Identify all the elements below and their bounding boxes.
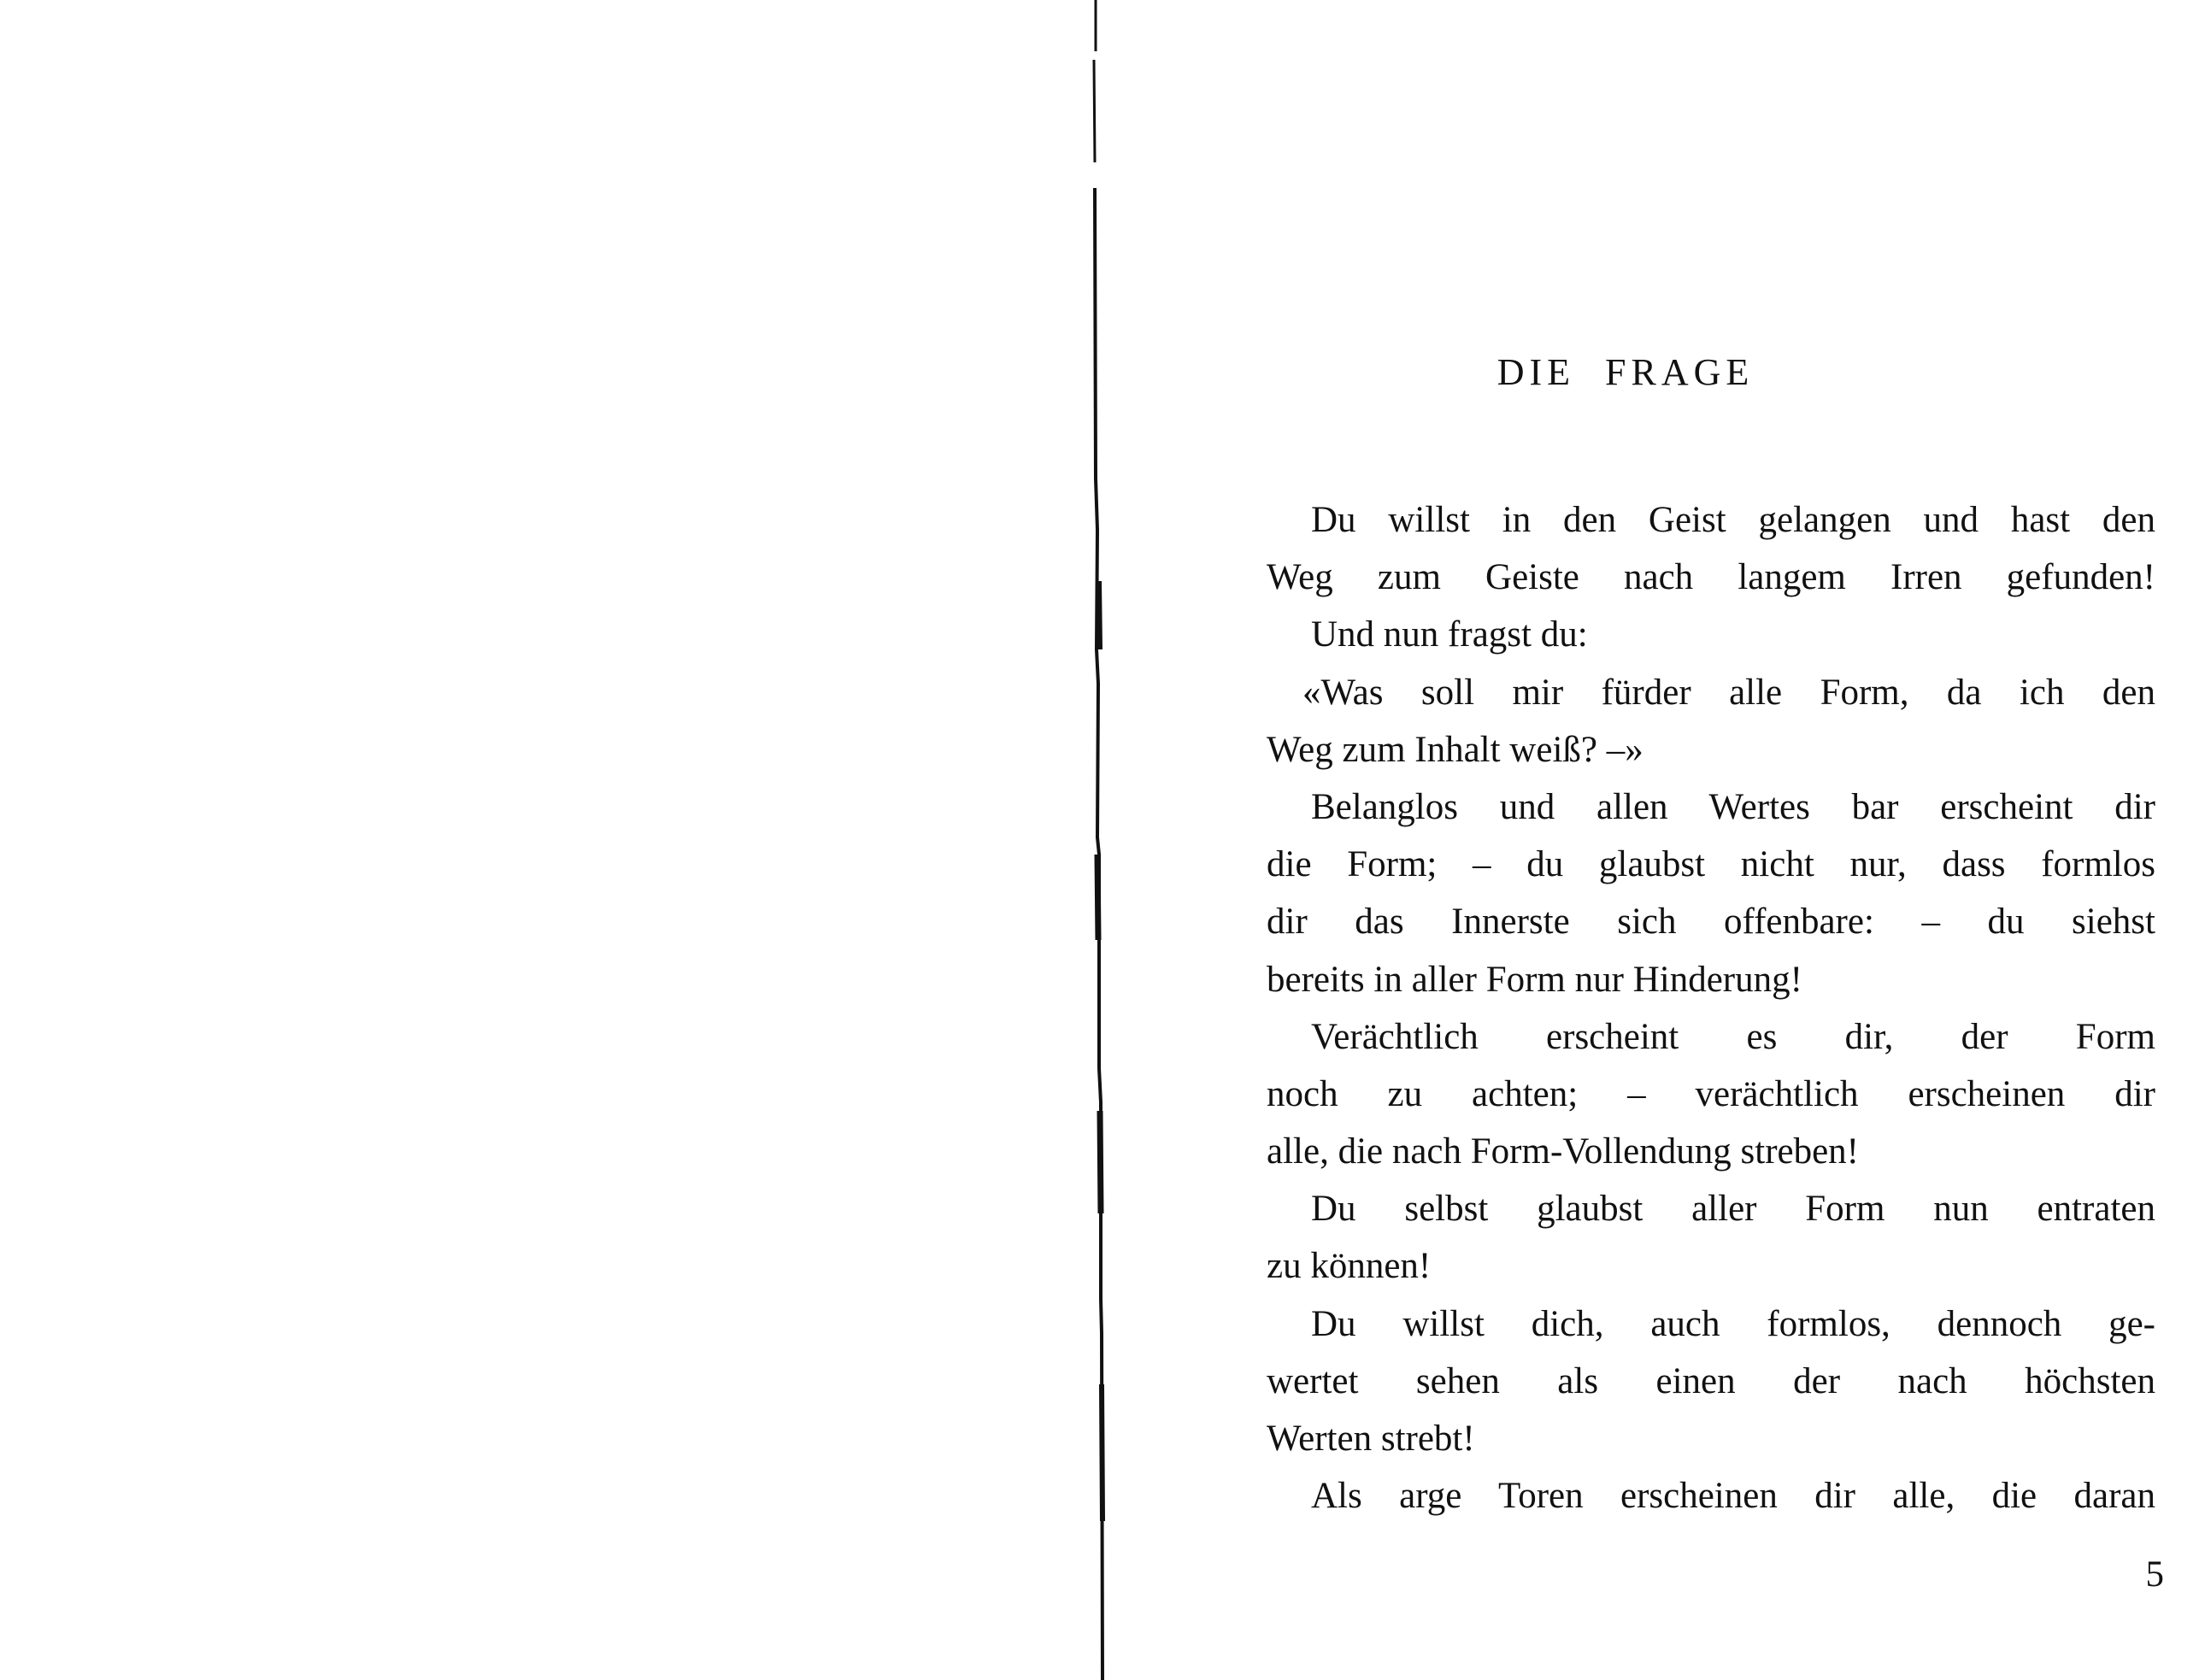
text-line: dir das Innerste sich offenbare: – du siehst [1267,902,2155,943]
book-gutter-shadow [1079,0,1113,1680]
text-line: Werten strebt! [1267,1419,1475,1459]
text-line: Du willst dich, auch formlos, dennoch ge- [1311,1303,2155,1344]
text-line: Weg zum Geiste nach langem Irren gefunden! [1267,557,2155,598]
text-line: Du selbst glaubst aller Form nun entraten [1311,1189,2155,1230]
text-line: Du willst in den Geist gelangen und hast den [1311,500,2155,540]
text-line: Weg zum Inhalt weiß? –» [1267,729,1643,770]
text-line: zu können! [1267,1246,1432,1287]
text-line: noch zu achten; – verächtlich erscheinen dir [1267,1073,2155,1114]
body-text [1267,491,2155,1524]
page-number: 5 [2145,1554,2164,1595]
text-line: «Was soll mir fürder alle Form, da ich den [1302,672,2155,713]
right-page [1113,0,2205,1680]
text-line: Als arge Toren erscheinen dir alle, die daran [1311,1476,2155,1517]
text-line: wertet sehen als einen der nach höchsten [1267,1360,2155,1401]
text-line: die Form; – du glaubst nicht nur, dass formlos [1267,844,2155,885]
text-line: Belanglos und allen Wertes bar erscheint dir [1311,786,2155,827]
text-line: Verächtlich erscheint es dir, der Form [1311,1016,2155,1057]
gutter-line-graphic [1079,0,1113,1680]
text-line: bereits in aller Form nur Hinderung! [1267,959,1802,1000]
text-line: Und nun fragst du: [1311,614,1588,655]
text-line: alle, die nach Form-Vollendung streben! [1267,1131,1859,1172]
left-page-blank [0,0,1094,1680]
chapter-title: DIE FRAGE [1496,351,1755,393]
